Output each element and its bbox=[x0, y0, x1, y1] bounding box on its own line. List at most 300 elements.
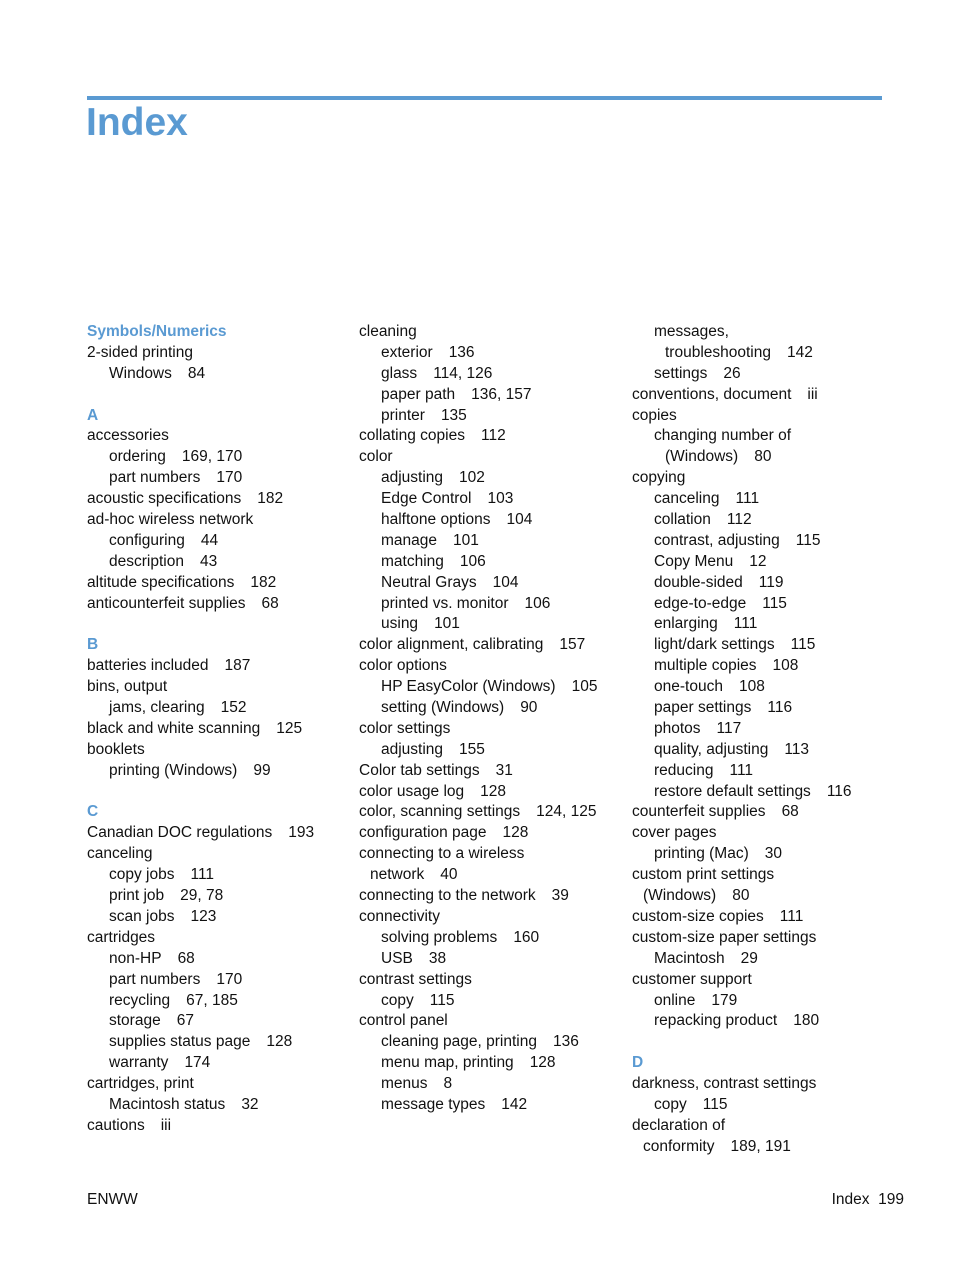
index-subentry bbox=[632, 782, 852, 803]
index-subentry bbox=[87, 991, 314, 1012]
index-letter-heading bbox=[632, 1053, 852, 1074]
index-page-refs: 105 bbox=[571, 678, 598, 696]
index-subentry bbox=[87, 364, 314, 385]
index-page-refs: 113 bbox=[784, 740, 810, 758]
index-term: multiple copies bbox=[654, 657, 757, 675]
index-subentry bbox=[632, 1095, 852, 1116]
index-term: Neutral Grays bbox=[381, 573, 477, 591]
index-page-refs: 26 bbox=[723, 364, 741, 382]
index-page-refs: 115 bbox=[429, 991, 455, 1009]
index-page-refs: 189, 191 bbox=[730, 1137, 791, 1155]
index-term: conventions, document bbox=[632, 385, 792, 403]
index-page-refs: 111 bbox=[779, 907, 804, 925]
index-column-2 bbox=[359, 322, 597, 1116]
index-subentry bbox=[359, 1074, 597, 1095]
index-term: color, scanning settings bbox=[359, 803, 521, 821]
index-page-refs: 123 bbox=[190, 907, 217, 925]
index-subentry bbox=[632, 1011, 852, 1032]
index-page-refs: 43 bbox=[199, 552, 218, 570]
index-entry bbox=[87, 740, 314, 761]
index-page-refs: 101 bbox=[434, 615, 460, 633]
index-subentry bbox=[87, 1011, 314, 1032]
index-term: C bbox=[87, 803, 99, 821]
index-term: custom print settings bbox=[632, 866, 775, 884]
index-term: (Windows) bbox=[643, 887, 717, 905]
index-term: cartridges bbox=[87, 928, 156, 946]
index-term: exterior bbox=[381, 343, 433, 361]
index-subentry bbox=[632, 635, 852, 656]
index-subentry bbox=[359, 1095, 597, 1116]
index-term: black and white scanning bbox=[87, 719, 261, 737]
index-term: cartridges, print bbox=[87, 1075, 194, 1093]
index-subentry bbox=[632, 844, 852, 865]
index-entry bbox=[359, 322, 597, 343]
index-subentry bbox=[359, 698, 597, 719]
index-entry bbox=[87, 656, 314, 677]
index-entry bbox=[359, 865, 597, 886]
index-term: configuration page bbox=[359, 824, 487, 842]
index-entry bbox=[87, 510, 314, 531]
index-entry bbox=[87, 1116, 314, 1137]
index-term: acoustic specifications bbox=[87, 490, 242, 508]
index-subentry bbox=[632, 991, 852, 1012]
index-subentry bbox=[632, 343, 852, 364]
index-term: messages, bbox=[654, 323, 729, 340]
index-entry bbox=[632, 928, 852, 949]
index-term: print job bbox=[109, 887, 165, 905]
index-entry bbox=[359, 802, 597, 823]
index-term: glass bbox=[381, 364, 418, 382]
index-page-refs: 80 bbox=[754, 448, 772, 466]
index-term: supplies status page bbox=[109, 1033, 251, 1051]
index-subentry bbox=[359, 343, 597, 364]
index-term: color settings bbox=[359, 719, 451, 737]
index-subentry bbox=[359, 1032, 597, 1053]
index-entry bbox=[632, 886, 852, 907]
index-entry bbox=[359, 447, 597, 468]
index-term: message types bbox=[381, 1095, 486, 1113]
index-entry bbox=[87, 719, 314, 740]
index-entry bbox=[632, 907, 852, 928]
index-entry bbox=[359, 823, 597, 844]
index-subentry bbox=[632, 656, 852, 677]
index-page-refs: 67 bbox=[176, 1012, 194, 1030]
index-entry bbox=[632, 1137, 852, 1158]
index-term: counterfeit supplies bbox=[632, 803, 766, 821]
index-entry bbox=[87, 823, 314, 844]
index-subentry bbox=[359, 614, 597, 635]
index-subentry bbox=[87, 761, 314, 782]
index-term: color usage log bbox=[359, 782, 465, 800]
index-term: repacking product bbox=[654, 1012, 778, 1030]
index-letter-heading bbox=[87, 406, 314, 427]
index-subentry bbox=[632, 740, 852, 761]
index-entry bbox=[359, 1011, 597, 1032]
index-page-refs: 193 bbox=[288, 824, 315, 842]
index-subentry bbox=[87, 1095, 314, 1116]
index-subentry bbox=[87, 865, 314, 886]
index-entry bbox=[632, 865, 852, 886]
index-page-refs: 187 bbox=[224, 657, 251, 675]
index-term: connecting to a wireless bbox=[359, 845, 525, 863]
index-page-refs: 8 bbox=[443, 1075, 453, 1093]
index-term: paper path bbox=[381, 385, 456, 403]
page-title: Index bbox=[86, 101, 188, 144]
index-column-3 bbox=[632, 322, 852, 1158]
index-term: contrast settings bbox=[359, 970, 472, 988]
index-term: menu map, printing bbox=[381, 1054, 514, 1072]
index-subentry bbox=[87, 949, 314, 970]
index-page-refs: iii bbox=[160, 1116, 172, 1134]
index-column-1 bbox=[87, 322, 314, 1137]
index-term: collation bbox=[654, 511, 711, 529]
index-page-refs: 128 bbox=[529, 1054, 556, 1072]
index-page-refs: 114, 126 bbox=[433, 364, 493, 382]
index-page-refs: 116 bbox=[767, 699, 793, 717]
index-term: Macintosh bbox=[654, 949, 725, 967]
index-page-refs: 101 bbox=[453, 531, 479, 549]
index-subentry bbox=[632, 552, 852, 573]
index-term: bins, output bbox=[87, 678, 168, 696]
title-rule bbox=[87, 96, 882, 100]
index-page-refs: 135 bbox=[440, 406, 467, 424]
index-page-refs: 125 bbox=[276, 719, 303, 737]
index-entry bbox=[359, 761, 597, 782]
index-subentry bbox=[359, 468, 597, 489]
index-subentry bbox=[359, 385, 597, 406]
index-page-refs: 99 bbox=[253, 761, 271, 779]
index-subentry bbox=[632, 447, 852, 468]
index-term: cautions bbox=[87, 1116, 145, 1134]
index-term: printing (Windows) bbox=[109, 761, 238, 779]
index-term: canceling bbox=[87, 845, 153, 863]
index-term: setting (Windows) bbox=[381, 699, 505, 717]
index-subentry bbox=[87, 552, 314, 573]
index-subentry bbox=[359, 573, 597, 594]
index-term: network bbox=[370, 866, 425, 884]
index-entry bbox=[632, 385, 852, 406]
index-entry bbox=[87, 489, 314, 510]
index-term: HP EasyColor (Windows) bbox=[381, 678, 556, 696]
index-term: color options bbox=[359, 657, 447, 675]
index-term: 2-sided printing bbox=[87, 343, 193, 361]
index-entry bbox=[359, 656, 597, 677]
index-term: cleaning page, printing bbox=[381, 1033, 537, 1051]
index-term: A bbox=[87, 406, 99, 424]
index-page-refs: 142 bbox=[787, 343, 813, 361]
index-subentry bbox=[359, 489, 597, 510]
index-page-refs: 182 bbox=[257, 490, 284, 508]
footer-right-text: Index 199 bbox=[831, 1191, 904, 1208]
index-page-refs: 112 bbox=[480, 427, 506, 445]
index-page-refs: 30 bbox=[764, 845, 782, 863]
index-entry bbox=[87, 677, 314, 698]
index-page-refs: 104 bbox=[492, 573, 519, 591]
index-term: connectivity bbox=[359, 907, 440, 925]
index-page-refs: 117 bbox=[716, 719, 742, 737]
index-term: printer bbox=[381, 406, 425, 424]
index-subentry bbox=[87, 886, 314, 907]
index-term: solving problems bbox=[381, 928, 498, 946]
index-term: online bbox=[654, 991, 696, 1009]
index-entry bbox=[632, 802, 852, 823]
index-subentry bbox=[87, 1032, 314, 1053]
index-subentry bbox=[87, 698, 314, 719]
index-page-refs: 68 bbox=[261, 594, 279, 612]
index-term: custom-size paper settings bbox=[632, 928, 817, 946]
index-term: conformity bbox=[643, 1137, 715, 1155]
index-page-refs: 119 bbox=[758, 573, 784, 591]
index-page-refs: 29, 78 bbox=[180, 887, 224, 905]
index-page-refs: 67, 185 bbox=[186, 991, 238, 1009]
index-term: using bbox=[381, 615, 419, 633]
index-subentry bbox=[632, 322, 852, 343]
index-entry bbox=[87, 343, 314, 364]
index-page-refs: 112 bbox=[726, 511, 752, 529]
index-page-refs: 106 bbox=[459, 552, 486, 570]
index-term: storage bbox=[109, 1012, 161, 1030]
index-term: USB bbox=[381, 949, 413, 967]
index-term: Macintosh status bbox=[109, 1095, 226, 1113]
index-term: Color tab settings bbox=[359, 761, 480, 779]
index-subentry bbox=[359, 949, 597, 970]
index-term: adjusting bbox=[381, 469, 444, 487]
index-subentry bbox=[632, 531, 852, 552]
index-entry bbox=[632, 823, 852, 844]
index-subentry bbox=[632, 426, 852, 447]
index-page-refs: 142 bbox=[501, 1095, 528, 1113]
index-term: halftone options bbox=[381, 511, 491, 529]
index-term: one-touch bbox=[654, 678, 723, 696]
index-page-refs: 80 bbox=[732, 887, 750, 905]
index-entry bbox=[359, 907, 597, 928]
index-term: Copy Menu bbox=[654, 552, 734, 570]
index-term: B bbox=[87, 636, 99, 654]
index-term: paper settings bbox=[654, 699, 752, 717]
index-subentry bbox=[359, 406, 597, 427]
index-page-refs: 136, 157 bbox=[471, 385, 532, 403]
footer-right bbox=[832, 1190, 904, 1210]
index-subentry bbox=[87, 531, 314, 552]
index-term: copies bbox=[632, 406, 677, 424]
index-subentry bbox=[359, 594, 597, 615]
index-term: photos bbox=[654, 719, 701, 737]
index-term: (Windows) bbox=[665, 448, 739, 466]
index-term: collating copies bbox=[359, 427, 465, 445]
index-page-refs: 116 bbox=[826, 782, 852, 800]
index-term: restore default settings bbox=[654, 782, 811, 800]
index-page-refs: 111 bbox=[729, 761, 754, 779]
index-page-refs: 170 bbox=[216, 970, 243, 988]
index-page-refs: 104 bbox=[506, 511, 533, 529]
index-term: contrast, adjusting bbox=[654, 531, 780, 549]
index-page-refs: 103 bbox=[487, 490, 514, 508]
index-page-refs: 108 bbox=[772, 657, 799, 675]
index-term: part numbers bbox=[109, 469, 201, 487]
index-term: recycling bbox=[109, 991, 171, 1009]
index-entry bbox=[359, 886, 597, 907]
index-subentry bbox=[359, 552, 597, 573]
index-term: Canadian DOC regulations bbox=[87, 824, 273, 842]
index-term: copy bbox=[654, 1095, 687, 1113]
index-section-heading bbox=[87, 322, 314, 343]
index-page-refs: 115 bbox=[762, 594, 787, 612]
index-letter-heading bbox=[87, 802, 314, 823]
index-subentry bbox=[87, 468, 314, 489]
index-page-refs: 106 bbox=[524, 594, 551, 612]
index-page-refs: 68 bbox=[781, 803, 799, 821]
index-term: description bbox=[109, 552, 184, 570]
index-term: manage bbox=[381, 531, 438, 549]
index-term: reducing bbox=[654, 761, 714, 779]
index-term: connecting to the network bbox=[359, 887, 536, 905]
index-page-refs: 108 bbox=[738, 678, 765, 696]
index-subentry bbox=[632, 719, 852, 740]
index-subentry bbox=[632, 364, 852, 385]
index-entry bbox=[359, 635, 597, 656]
index-subentry bbox=[359, 677, 597, 698]
index-page-refs: 38 bbox=[428, 949, 447, 967]
index-page-refs: 31 bbox=[495, 761, 513, 779]
index-entry bbox=[87, 844, 314, 865]
index-page-refs: 68 bbox=[177, 949, 195, 967]
index-page-refs: 128 bbox=[502, 824, 529, 842]
index-term: light/dark settings bbox=[654, 636, 775, 654]
index-term: settings bbox=[654, 364, 708, 382]
index-page-refs: 111 bbox=[735, 490, 760, 508]
index-term: cleaning bbox=[359, 323, 417, 340]
index-entry bbox=[632, 1074, 852, 1095]
index-page-refs: 111 bbox=[733, 615, 758, 633]
index-page-refs: iii bbox=[807, 385, 818, 403]
index-page-refs: 124, 125 bbox=[536, 803, 597, 821]
index-entry bbox=[87, 594, 314, 615]
index-page-refs: 170 bbox=[216, 469, 243, 487]
index-entry bbox=[632, 468, 852, 489]
index-term: copying bbox=[632, 469, 686, 487]
index-term: copy bbox=[381, 991, 414, 1009]
index-term: double-sided bbox=[654, 573, 743, 591]
index-term: ordering bbox=[109, 448, 166, 466]
index-subentry bbox=[632, 614, 852, 635]
index-page-refs: 29 bbox=[740, 949, 758, 967]
index-term: Symbols/Numerics bbox=[87, 323, 227, 340]
index-page-refs: 169, 170 bbox=[181, 448, 243, 466]
index-page-refs: 90 bbox=[520, 699, 538, 717]
index-page-refs: 40 bbox=[440, 866, 458, 884]
index-page-refs: 182 bbox=[250, 573, 277, 591]
index-entry bbox=[87, 573, 314, 594]
index-term: printing (Mac) bbox=[654, 845, 749, 863]
index-subentry bbox=[632, 510, 852, 531]
index-subentry bbox=[632, 573, 852, 594]
index-term: printed vs. monitor bbox=[381, 594, 509, 612]
index-term: non-HP bbox=[109, 949, 162, 967]
index-page-refs: 157 bbox=[559, 636, 586, 654]
index-term: menus bbox=[381, 1075, 428, 1093]
index-entry bbox=[632, 970, 852, 991]
index-entry bbox=[359, 719, 597, 740]
index-term: configuring bbox=[109, 531, 185, 549]
index-term: troubleshooting bbox=[665, 343, 771, 361]
index-term: changing number of bbox=[654, 427, 792, 445]
index-page-refs: 152 bbox=[220, 699, 247, 717]
index-term: part numbers bbox=[109, 970, 201, 988]
index-page-refs: 174 bbox=[184, 1054, 211, 1072]
index-subentry bbox=[359, 1053, 597, 1074]
index-subentry bbox=[87, 1053, 314, 1074]
index-subentry bbox=[632, 698, 852, 719]
index-term: anticounterfeit supplies bbox=[87, 594, 246, 612]
index-term: canceling bbox=[654, 490, 720, 508]
index-term: customer support bbox=[632, 970, 752, 988]
index-term: declaration of bbox=[632, 1116, 726, 1134]
index-page-refs: 84 bbox=[187, 364, 206, 382]
index-term: altitude specifications bbox=[87, 573, 235, 591]
index-subentry bbox=[632, 949, 852, 970]
index-page-refs: 179 bbox=[711, 991, 738, 1009]
index-subentry bbox=[87, 447, 314, 468]
footer-left: ENWW bbox=[87, 1191, 138, 1208]
index-term: custom-size copies bbox=[632, 907, 764, 925]
index-term: scan jobs bbox=[109, 907, 175, 925]
index-term: matching bbox=[381, 552, 444, 570]
index-term: enlarging bbox=[654, 615, 718, 633]
index-term: edge-to-edge bbox=[654, 594, 747, 612]
index-subentry bbox=[87, 907, 314, 928]
index-subentry bbox=[632, 677, 852, 698]
index-page-refs: 115 bbox=[790, 636, 816, 654]
index-page-refs: 115 bbox=[795, 531, 821, 549]
index-entry bbox=[359, 426, 597, 447]
index-page-refs: 115 bbox=[702, 1095, 728, 1113]
index-term: D bbox=[632, 1054, 644, 1072]
index-term: Windows bbox=[109, 364, 172, 382]
index-term: accessories bbox=[87, 427, 169, 445]
index-subentry bbox=[359, 510, 597, 531]
index-page-refs: 111 bbox=[190, 866, 215, 884]
index-entry bbox=[87, 426, 314, 447]
index-term: ad-hoc wireless network bbox=[87, 511, 254, 529]
index-entry bbox=[632, 406, 852, 427]
index-term: jams, clearing bbox=[109, 699, 205, 717]
index-page-refs: 44 bbox=[200, 531, 219, 549]
index-term: adjusting bbox=[381, 740, 444, 758]
index-page-refs: 39 bbox=[551, 887, 569, 905]
index-subentry bbox=[359, 740, 597, 761]
index-term: batteries included bbox=[87, 657, 209, 675]
index-page-refs: 128 bbox=[266, 1033, 293, 1051]
index-term: booklets bbox=[87, 740, 145, 758]
index-subentry bbox=[359, 531, 597, 552]
index-letter-heading bbox=[87, 635, 314, 656]
index-term: Edge Control bbox=[381, 490, 472, 508]
index-subentry bbox=[359, 991, 597, 1012]
index-page-refs: 32 bbox=[241, 1095, 259, 1113]
index-subentry bbox=[359, 928, 597, 949]
index-term: cover pages bbox=[632, 824, 717, 842]
index-page-refs: 12 bbox=[749, 552, 767, 570]
index-term: darkness, contrast settings bbox=[632, 1075, 817, 1093]
index-page-refs: 136 bbox=[552, 1033, 579, 1051]
index-term: warranty bbox=[109, 1054, 169, 1072]
index-page-refs: 136 bbox=[448, 343, 475, 361]
index-subentry bbox=[87, 970, 314, 991]
index-subentry bbox=[632, 761, 852, 782]
index-page-refs: 128 bbox=[480, 782, 506, 800]
index-entry bbox=[359, 970, 597, 991]
index-subentry bbox=[632, 489, 852, 510]
